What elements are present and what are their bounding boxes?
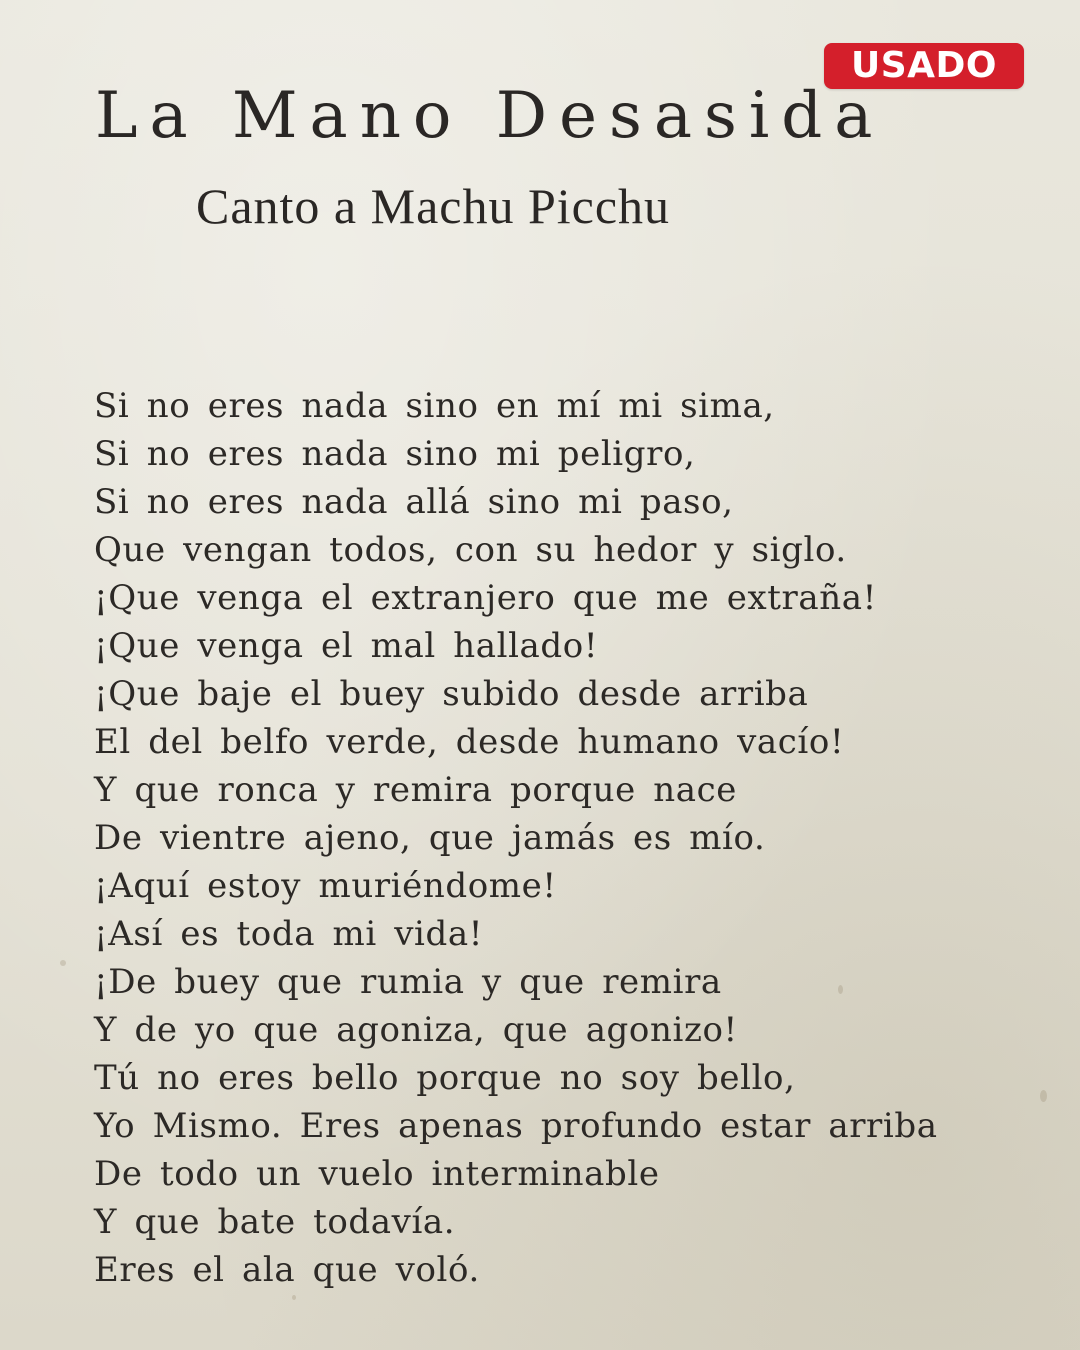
poem-line: ¡Que venga el mal hallado!: [94, 626, 599, 666]
poem-line: Eres el ala que voló.: [94, 1250, 480, 1290]
poem-line: ¡Que baje el buey subido desde arriba: [94, 674, 809, 714]
poem-subtitle: Canto a Machu Picchu: [196, 178, 671, 234]
poem-body: [94, 382, 938, 1294]
poem-line: De vientre ajeno, que jamás es mío.: [94, 818, 766, 858]
poem-line: Y que ronca y remira porque nace: [94, 770, 738, 810]
poem-line: Que vengan todos, con su hedor y siglo.: [94, 530, 847, 570]
paper-speck: [292, 1295, 296, 1300]
poem-line: Si no eres nada sino en mí mi sima,: [94, 386, 775, 426]
poem-line: ¡Que venga el extranjero que me extraña!: [94, 578, 877, 618]
poem-line: Yo Mismo. Eres apenas profundo estar arriba: [94, 1106, 938, 1146]
poem-line: Y que bate todavía.: [94, 1202, 456, 1242]
poem-line: ¡De buey que rumia y que remira: [94, 962, 722, 1002]
poem-line: Y de yo que agoniza, que agonizo!: [94, 1010, 738, 1050]
poem-line: Si no eres nada sino mi peligro,: [94, 434, 696, 474]
paper-speck: [60, 960, 66, 966]
used-badge: USADO: [824, 43, 1024, 89]
poem-line: Tú no eres bello porque no soy bello,: [94, 1058, 796, 1098]
poem-title: La Mano Desasida: [95, 79, 885, 153]
poem-line: El del belfo verde, desde humano vacío!: [94, 722, 845, 762]
poem-line: ¡Así es toda mi vida!: [94, 914, 484, 954]
poem-line: Si no eres nada allá sino mi paso,: [94, 482, 734, 522]
paper-speck: [838, 985, 843, 994]
poem-line: De todo un vuelo interminable: [94, 1154, 660, 1194]
poem-line: ¡Aquí estoy muriéndome!: [94, 866, 557, 906]
paper-speck: [1040, 1090, 1047, 1102]
